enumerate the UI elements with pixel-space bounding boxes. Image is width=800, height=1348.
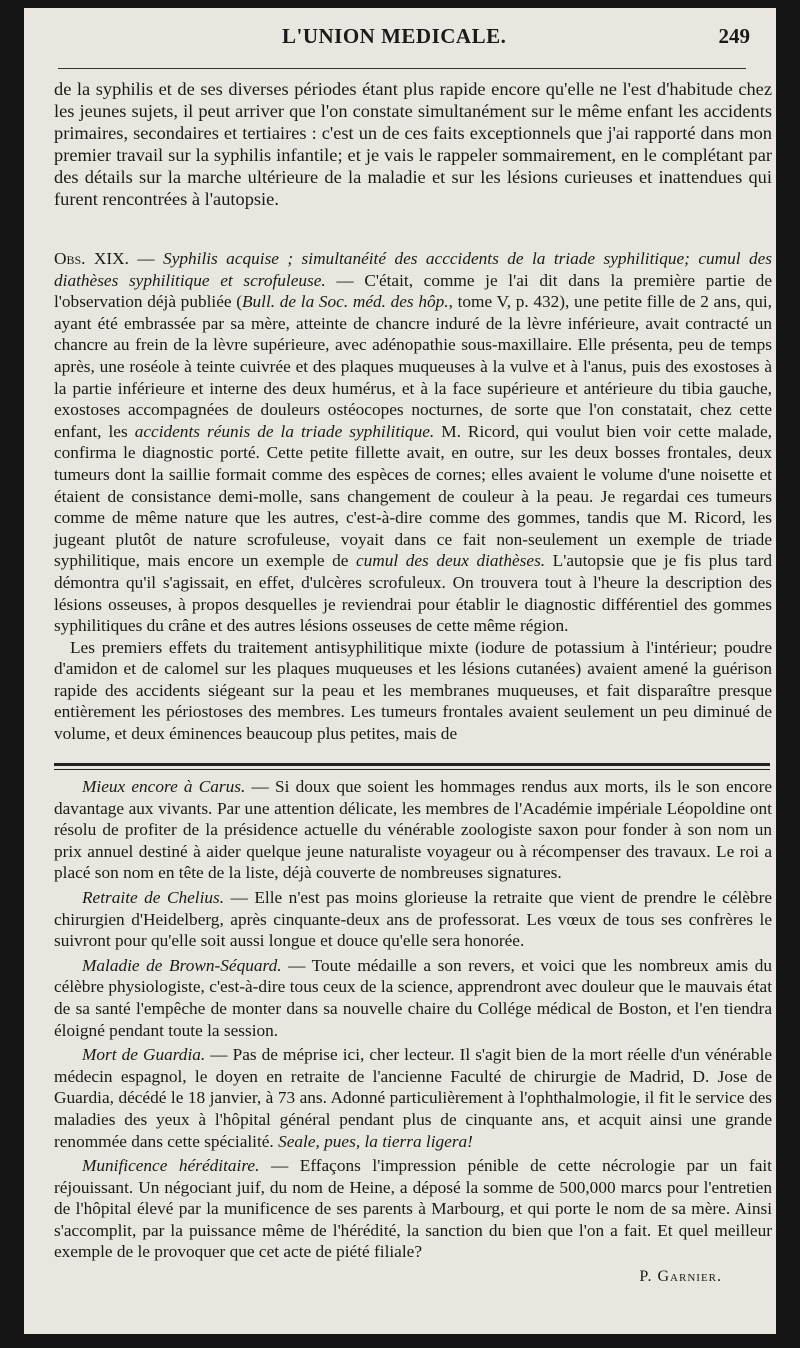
divider-thick-rule <box>54 763 770 766</box>
section-divider <box>54 763 770 770</box>
news-item-brown-sequard <box>54 955 772 1041</box>
page-header <box>24 24 776 54</box>
signature <box>639 1268 722 1286</box>
news-item-chelius <box>54 887 772 952</box>
intro-paragraph: de la syphilis et de ses diverses périodes étant plus rapide encore qu'elle ne l'est d'habitude chez les jeunes sujets, il peut arriver que l'on constate simultanément sur le même enfant les accidents primaires, secondaires et tertiaires : c'est un de ces faits exceptionnels que j'ai rapporté dans mon premier travail sur la syphilis infantile; et je vais le rappeler sommairement, en le complétant par des détails sur la marche ultérieure de la maladie et sur les lésions curieuses et inattendues qui furent rencontrées à l'autopsie. <box>54 79 772 209</box>
news-text: — Elle n'est pas moins glorieuse la retraite que vient de prendre le célèbre chirurgien d'Heidelberg, après cinquante-deux ans de professorat. Les vœux de tous ses confrères le suivront pour qu'elle soit aussi longue et douce qu'elle sera honorée. <box>54 887 772 951</box>
news-section <box>54 776 772 1266</box>
observation-title: Syphilis acquise ; simultanéité des acccidents de la triade syphilitique; cumul des diathèses syphilitique et scrofuleuse. <box>54 249 772 290</box>
header-rule <box>58 68 746 69</box>
news-text: — Si doux que soient les hommages rendus aux morts, ils le son encore davantage aux vivants. Par une attention délicate, les membres de l'Académie impériale Léopoldine ont résolu de profiter de la présidence actuelle du vénérable zoologiste saxon pour fonder à son nom un prix annuel destiné à aider quelque jeune naturaliste voyageur ou à récompenser des travaux. Le roi a placé son nom en tête de la liste, déjà couverte de nombreuses signatures. <box>54 777 772 883</box>
observation-accidents: accidents réunis de la triade syphilitique. <box>134 421 435 441</box>
news-tail: Seale, pues, la tierra ligera! <box>278 1131 473 1151</box>
observation-body-1: — C'était, comme je l'ai dit dans la première partie de l'observation déjà publiée ( <box>54 270 772 312</box>
news-text: — Effaçons l'impression pénible de cette nécrologie par un fait réjouissant. Un négociant juif, du nom de Heine, a déposé la somme de 500,000 marcs pour l'entretien de l'hôpital élevé par la munificence de ses parents à Marbourg, et qui porte le nom de sa mère. Ainsi s'accomplit, par la puissance même de l'hérédité, la sanction du bien que l'on a fait. Et quel meilleur exemple de le provoquer que cet acte de piété filiale? <box>54 1156 772 1262</box>
observation-dash: — <box>128 249 164 268</box>
news-title: Munificence héréditaire. <box>82 1156 260 1176</box>
journal-page <box>24 8 776 1334</box>
observation-label: Obs. XIX. <box>54 249 129 268</box>
news-title: Mieux encore à Carus. <box>82 777 246 796</box>
observation-body-3: M. Ricord, qui voulut bien voir cette malade, confirma le diagnostic porté. Cette petite fillette avait, en outre, sur les deux bosses frontales, deux tumeurs dont la saillie formait comme des espèces de cornes; elles avaient le volume d'une noisette et étaient de consistance demi-molle, sans changement de couleur à la peau. Je regardai ces tumeurs comme de même nature que les autres, c'est-à-dire comme des gommes, tandis que M. Ricord, les jugeant plutôt de nature scrofuleuse, voyait dans ce fait non-seulement un exemple de triade syphilitique, mais encore un exemple de <box>54 421 772 571</box>
news-text: — Pas de méprise ici, cher lecteur. Il s'agit bien de la mort réelle d'un vénérable médecin espagnol, le doyen en retraite de l'ancienne Faculté de chirurgie de Madrid, D. Jose de Guardia, décédé le 18 janvier, à 73 ans. Adonné particulièrement à l'ophthalmologie, il fit le service des maladies des yeux à l'hôpital général pendant plus de cinquante ans, et acquit ainsi une grande renommée dans cette spécialité. <box>54 1045 772 1151</box>
news-title: Retraite de Chelius. <box>82 887 225 907</box>
observation-cumul: cumul des deux diathèses. <box>355 551 546 571</box>
page-number: 249 <box>718 24 750 48</box>
observation-block <box>54 248 772 745</box>
running-title: L'UNION MEDICALE. <box>282 24 507 48</box>
news-item-guardia <box>54 1044 772 1152</box>
observation-reference: Bull. de la Soc. méd. des hôp. <box>241 292 449 312</box>
news-item-munificence <box>54 1155 772 1263</box>
news-item-carus <box>54 776 772 884</box>
observation-body-4: L'autopsie que je fis plus tard démontra qu'il s'agissait, en effet, d'ulcères scrofuleux. On trouvera tout à l'heure la description des lésions osseuses, à propos desquelles je reviendrai pour établir le diagnostic différentiel des gommes syphilitiques du crâne et des autres lésions osseuses de cette même région. <box>54 551 772 636</box>
observation-paragraph <box>54 248 772 637</box>
treatment-paragraph: Les premiers effets du traitement antisyphilitique mixte (iodure de potassium à l'intérieur; poudre d'amidon et de calomel sur les plaques muqueuses et les lésions cutanées) avaient amené la guérison rapide des accidents siégeant sur la peau et les membranes muqueuses, et fait disparaître presque entièrement les périostoses des membres. Les tumeurs frontales avaient seulement un peu diminué de volume, et deux éminences beaucoup plus petites, mais de <box>54 637 772 744</box>
divider-thin-rule <box>54 769 770 770</box>
signature-text: P. Garnier. <box>639 1268 722 1285</box>
observation-body-2: , tome V, p. 432), une petite fille de 2 ans, qui, ayant été embrassée par sa mère, atteinte de chancre induré de la lèvre inférieure, avait contracté un chancre au frein de la lèvre supérieure, avec adénopathie sous-maxillaire. Elle présenta, peu de temps après, une roséole à teinte cuivrée et des plaques muqueuses à la vulve et à l'anus, puis des exostoses à la partie inférieure et interne des deux humérus, et à la face supérieure et antérieure du tibia gauche, exostoses accompagnées de douleurs ostéocopes nocturnes, de sorte que l'on constatait, chez cette enfant, les <box>54 292 772 441</box>
news-title: Maladie de Brown-Séquard. <box>82 955 282 975</box>
news-text: — Toute médaille a son revers, et voici que les nombreux amis du célèbre physiologiste, c'est-à-dire tous ceux de la science, apprendront avec douleur que le mauvais état de sa santé l'empêche de monter dans sa nouvelle chaire du Collége médical de Boston, et l'en tiendra éloigné pendant toute la session. <box>54 955 772 1040</box>
news-title: Mort de Guardia. <box>82 1045 206 1065</box>
